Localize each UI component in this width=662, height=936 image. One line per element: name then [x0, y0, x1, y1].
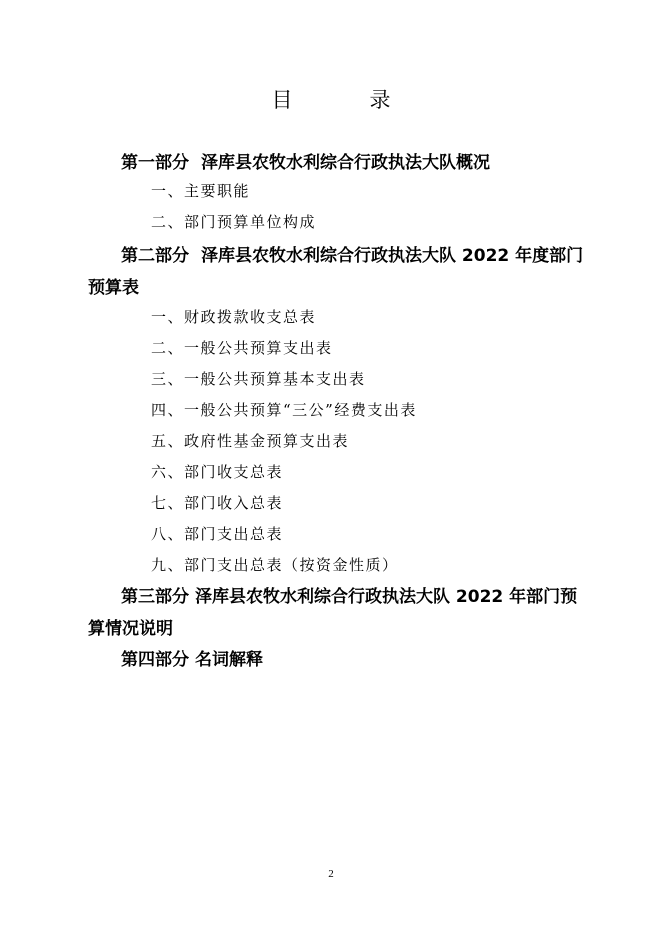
- toc-item: 二、一般公共预算支出表: [151, 339, 333, 357]
- toc-part-4: [88, 644, 588, 676]
- part-4-label: 第四部分: [121, 650, 189, 670]
- toc-title: 目 录: [271, 88, 419, 112]
- toc-item: 八、部门支出总表: [151, 525, 284, 543]
- toc-item: 三、一般公共预算基本支出表: [151, 370, 366, 388]
- part-3-text: 泽库县农牧水利综合行政执法大队 2022 年部门预算情况说明: [88, 587, 578, 639]
- toc-part-2: [88, 240, 588, 304]
- toc-item: 一、财政拨款收支总表: [151, 308, 317, 326]
- part-1-label: 第一部分: [121, 153, 189, 173]
- toc-part-3: [88, 581, 588, 645]
- part-4-text: 名词解释: [195, 650, 263, 670]
- part-1-text: 泽库县农牧水利综合行政执法大队概况: [201, 153, 490, 173]
- part-3-label: 第三部分: [121, 587, 189, 607]
- toc-item: 六、部门收支总表: [151, 463, 284, 481]
- toc-item: 四、一般公共预算“三公”经费支出表: [151, 401, 417, 419]
- part-2-label: 第二部分: [121, 246, 189, 266]
- toc-item: 九、部门支出总表（按资金性质）: [151, 556, 399, 574]
- toc-item: 一、主要职能: [151, 182, 251, 200]
- part-2-text: 泽库县农牧水利综合行政执法大队 2022 年度部门预算表: [88, 246, 584, 298]
- page-number: 2: [328, 868, 334, 880]
- toc-item: 七、部门收入总表: [151, 494, 284, 512]
- toc-item: 二、部门预算单位构成: [151, 213, 317, 231]
- toc-part-1: [88, 147, 588, 179]
- toc-item: 五、政府性基金预算支出表: [151, 432, 350, 450]
